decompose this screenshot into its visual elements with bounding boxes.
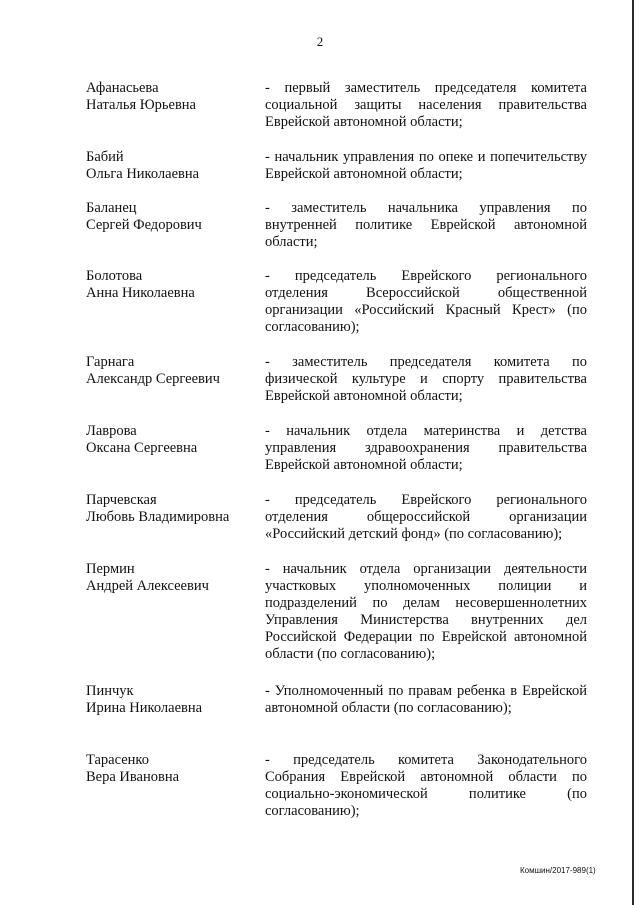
member-name — [86, 423, 256, 457]
member-surname: Афанасьева — [86, 80, 159, 96]
member-given-names: Наталья Юрьевна — [86, 97, 196, 113]
member-given-names: Ирина Николаевна — [86, 700, 203, 716]
member-position: - председатель Еврейского регионального отделения общероссийской организации «Российский детский фонд» (по согласованию); — [265, 492, 587, 542]
page-number: 2 — [316, 34, 324, 49]
member-surname: Парчевская — [86, 492, 157, 508]
member-name — [86, 683, 256, 717]
member-position: - председатель Еврейского регионального отделения Всероссийской общественной организации «Российский Красный Крест» (по согласованию); — [265, 268, 587, 335]
member-surname: Пермин — [86, 561, 135, 577]
member-name — [86, 561, 256, 595]
member-given-names: Сергей Федорович — [86, 217, 202, 233]
member-name — [86, 200, 256, 234]
member-given-names: Вера Ивановна — [86, 769, 180, 785]
member-surname: Тарасенко — [86, 752, 149, 768]
member-surname: Болотова — [86, 268, 143, 284]
scan-edge — [632, 0, 634, 905]
member-surname: Лаврова — [86, 423, 137, 439]
member-surname: Баланец — [86, 200, 137, 216]
member-name — [86, 752, 256, 786]
member-name — [86, 268, 256, 302]
member-given-names: Любовь Владимировна — [86, 509, 230, 525]
member-surname: Пинчук — [86, 683, 134, 699]
member-position: - заместитель начальника управления по внутренней политике Еврейской автономной области; — [265, 200, 587, 250]
member-name — [86, 80, 256, 114]
member-position: - первый заместитель председателя комитета социальной защиты населения правительства Еврейской автономной области; — [265, 80, 587, 130]
member-name — [86, 149, 256, 183]
member-name — [86, 492, 256, 526]
member-surname: Гарнага — [86, 354, 135, 370]
member-name — [86, 354, 256, 388]
member-given-names: Анна Николаевна — [86, 285, 195, 301]
member-given-names: Оксана Сергеевна — [86, 440, 198, 456]
member-position: - заместитель председателя комитета по физической культуре и спорту правительства Еврейской автономной области; — [265, 354, 587, 404]
member-given-names: Ольга Николаевна — [86, 166, 200, 182]
document-code: Комшин/2017-989(1) — [520, 866, 596, 875]
member-position: - начальник отдела материнства и детства управления здравоохранения правительства Еврейской автономной области; — [265, 423, 587, 473]
member-position: - начальник отдела организации деятельности участковых уполномоченных полиции и подразделений по делам несовершеннолетних Управления Министерства внутренних дел Российской Федерации по Еврейской автономной области (по согласованию); — [265, 561, 587, 662]
member-surname: Бабий — [86, 149, 124, 165]
member-position: - председатель комитета Законодательного Собрания Еврейской автономной области по социально-экономической политике (по согласованию); — [265, 752, 587, 819]
member-position: - начальник управления по опеке и попечительству Еврейской автономной области; — [265, 149, 587, 182]
member-position: - Уполномоченный по правам ребенка в Еврейской автономной области (по согласованию); — [265, 683, 587, 716]
member-given-names: Андрей Алексеевич — [86, 578, 209, 594]
member-given-names: Александр Сергеевич — [86, 371, 220, 387]
